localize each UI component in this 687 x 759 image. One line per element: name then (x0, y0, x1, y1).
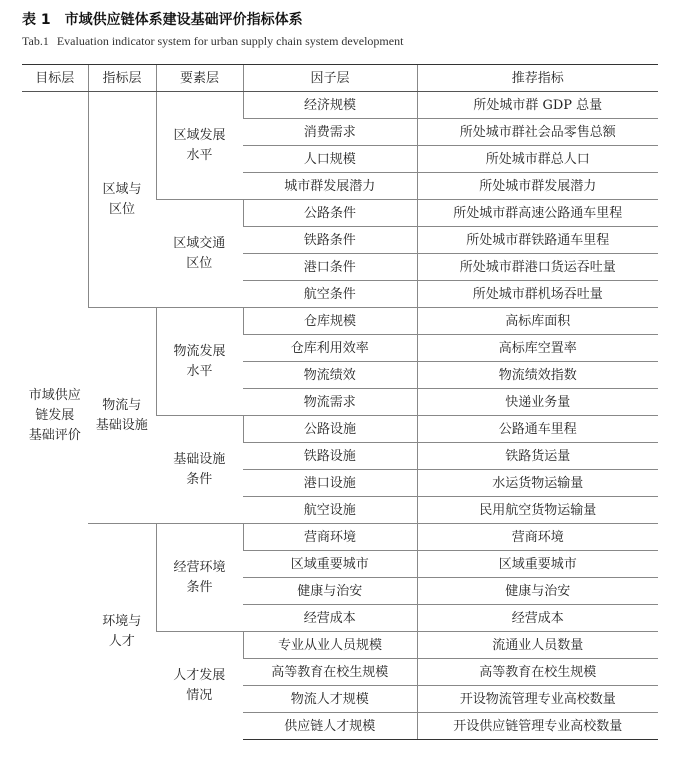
metric-cell: 营商环境 (417, 524, 658, 551)
table-row (22, 92, 658, 119)
metric-cell: 高标库空置率 (417, 335, 658, 362)
table-row (22, 524, 658, 551)
metric-cell: 物流绩效指数 (417, 362, 658, 389)
metric-cell: 区域重要城市 (417, 551, 658, 578)
factor-cell: 经营成本 (243, 605, 417, 632)
caption-zh (22, 11, 403, 29)
metric-cell: 所处城市群高速公路通车里程 (417, 200, 658, 227)
metric-cell: 民用航空货物运输量 (417, 497, 658, 524)
factor-cell: 经济规模 (243, 92, 417, 119)
metric-cell: 健康与治安 (417, 578, 658, 605)
element-cell: 基础设施 条件 (156, 416, 243, 524)
factor-cell: 物流需求 (243, 389, 417, 416)
factor-cell: 人口规模 (243, 146, 417, 173)
factor-cell: 消费需求 (243, 119, 417, 146)
metric-cell: 所处城市群总人口 (417, 146, 658, 173)
header-recommended-metric: 推荐指标 (417, 65, 658, 92)
caption-en-title: Evaluation indicator system for urban supply chain system development (56, 34, 404, 48)
caption-zh-title: 市域供应链体系建设基础评价指标体系 (64, 12, 303, 28)
goal-cell: 市域供应 链发展 基础评价 (22, 92, 88, 740)
element-cell: 经营环境 条件 (156, 524, 243, 632)
caption-en (22, 34, 403, 48)
caption-en-number: Tab.1 (22, 34, 49, 48)
factor-cell: 营商环境 (243, 524, 417, 551)
factor-cell: 仓库利用效率 (243, 335, 417, 362)
table-row (22, 308, 658, 335)
factor-cell: 健康与治安 (243, 578, 417, 605)
header-goal-layer: 目标层 (22, 65, 88, 92)
metric-cell: 铁路货运量 (417, 443, 658, 470)
metric-cell: 所处城市群港口货运吞吐量 (417, 254, 658, 281)
metric-cell: 高标库面积 (417, 308, 658, 335)
element-cell: 区域发展 水平 (156, 92, 243, 200)
indicator-cell: 物流与 基础设施 (88, 308, 156, 524)
metric-cell: 开设供应链管理专业高校数量 (417, 713, 658, 740)
element-cell: 人才发展 情况 (156, 632, 243, 740)
metric-cell: 所处城市群发展潜力 (417, 173, 658, 200)
header-row (22, 65, 658, 92)
factor-cell: 公路设施 (243, 416, 417, 443)
factor-cell: 仓库规模 (243, 308, 417, 335)
factor-cell: 物流绩效 (243, 362, 417, 389)
element-cell: 区域交通 区位 (156, 200, 243, 308)
factor-cell: 铁路条件 (243, 227, 417, 254)
metric-cell: 经营成本 (417, 605, 658, 632)
factor-cell: 港口设施 (243, 470, 417, 497)
indicator-cell: 环境与 人才 (88, 524, 156, 740)
factor-cell: 港口条件 (243, 254, 417, 281)
metric-cell: 所处城市群铁路通车里程 (417, 227, 658, 254)
metric-cell: 所处城市群社会品零售总额 (417, 119, 658, 146)
factor-cell: 高等教育在校生规模 (243, 659, 417, 686)
element-cell: 物流发展 水平 (156, 308, 243, 416)
indicator-table (22, 64, 658, 740)
factor-cell: 公路条件 (243, 200, 417, 227)
header-factor-layer: 因子层 (243, 65, 417, 92)
factor-cell: 铁路设施 (243, 443, 417, 470)
factor-cell: 航空条件 (243, 281, 417, 308)
factor-cell: 城市群发展潜力 (243, 173, 417, 200)
factor-cell: 供应链人才规模 (243, 713, 417, 740)
indicator-cell: 区域与 区位 (88, 92, 156, 308)
factor-cell: 物流人才规模 (243, 686, 417, 713)
metric-cell: 快递业务量 (417, 389, 658, 416)
factor-cell: 区域重要城市 (243, 551, 417, 578)
metric-cell: 公路通车里程 (417, 416, 658, 443)
factor-cell: 专业从业人员规模 (243, 632, 417, 659)
table-caption (22, 11, 403, 48)
metric-cell: 开设物流管理专业高校数量 (417, 686, 658, 713)
metric-cell: 水运货物运输量 (417, 470, 658, 497)
caption-zh-number: 表 1 (22, 12, 51, 28)
metric-cell: 流通业人员数量 (417, 632, 658, 659)
metric-cell: 所处城市群 GDP 总量 (417, 92, 658, 119)
header-indicator-layer: 指标层 (88, 65, 156, 92)
header-element-layer: 要素层 (156, 65, 243, 92)
factor-cell: 航空设施 (243, 497, 417, 524)
metric-cell: 高等教育在校生规模 (417, 659, 658, 686)
metric-cell: 所处城市群机场吞吐量 (417, 281, 658, 308)
